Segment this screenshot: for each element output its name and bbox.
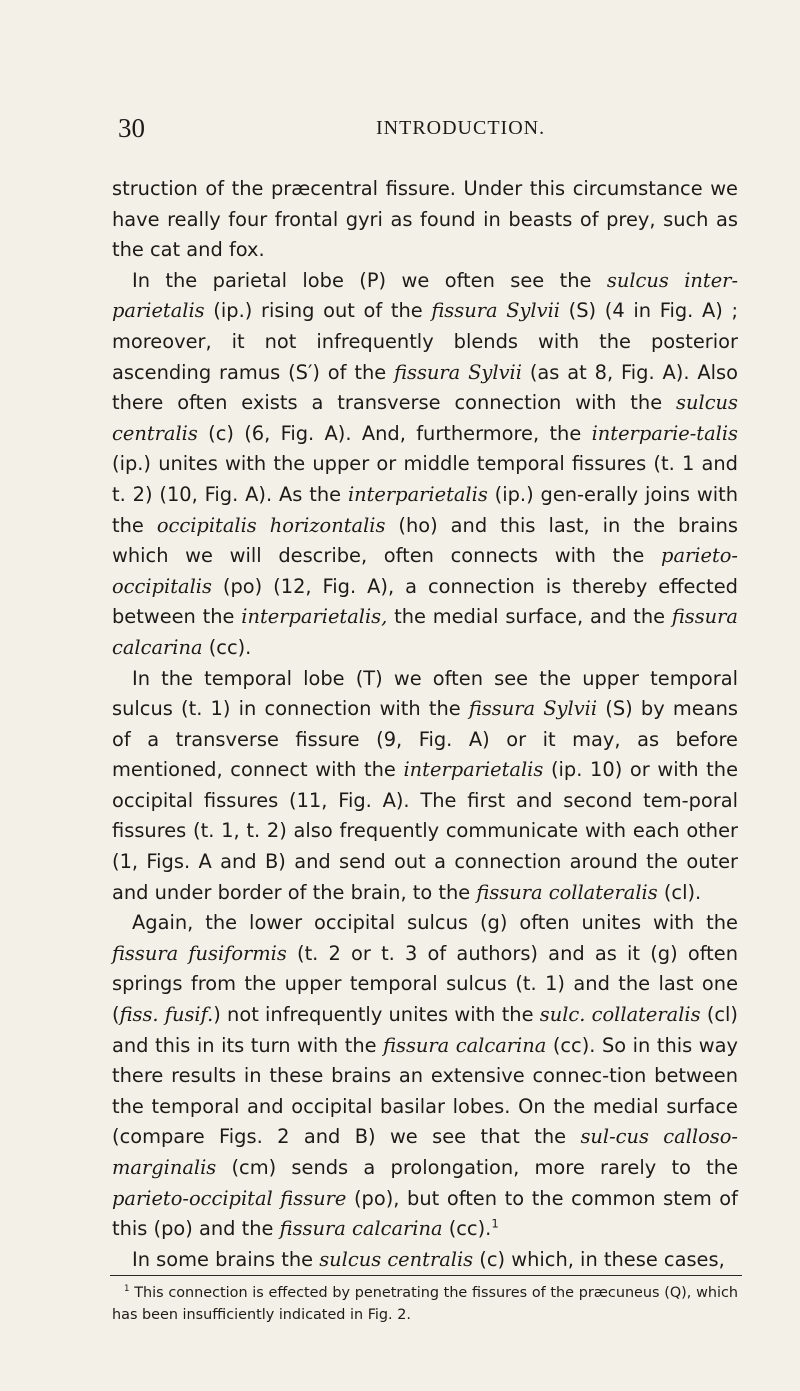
text-run: In the parietal lobe (P) we often see the — [132, 268, 607, 292]
text-run: struction of the præcentral fissure. Under this circumstance we have really four frontal gyri as found in beasts of prey, such as the cat and fox. — [112, 177, 738, 262]
italic-term: sulcus centralis — [319, 1247, 474, 1271]
text-run: (t. 2 or t. 3 of authors) and as it (g) often springs from the upper temporal sulcus (t. 1) and the last one ( — [112, 941, 738, 1027]
paragraph — [112, 664, 738, 909]
text-run: (S) by means of a transverse fissure (9, Fig. A) or it may, as before mentioned, connect with the — [112, 697, 738, 782]
italic-term: fissura calcarina — [112, 605, 738, 659]
text-run: (ip.) rising out of the — [204, 299, 432, 323]
text-run: (cl) and this in its turn with the — [112, 1003, 738, 1057]
italic-term: sul-cus calloso-marginalis — [112, 1125, 738, 1179]
text-run: (ip.) unites with the upper or middle temporal fissures (t. 1 and t. 2) (10, Fig. A). As the — [112, 452, 738, 506]
text-run: (cl). — [657, 880, 702, 904]
italic-term: fissura calcarina — [383, 1033, 547, 1057]
italic-term: sulcus centralis — [112, 391, 738, 445]
paragraph — [112, 1245, 738, 1276]
text-run: This connection is effected by penetrating the fissures of the præcuneus (Q), which has been insufficiently indicated in Fig. 2. — [112, 1285, 738, 1323]
paragraph — [112, 908, 738, 1245]
footnote-marker: 1 — [491, 1216, 499, 1231]
text-run: (ip. 10) or with the occipital fissures (11, Fig. A). The first and second tem-poral fissures (t. 1, t. 2) also frequently communicate with each other (1, Figs. A and B) and send out a connection around the outer and under border of the brain, to the — [112, 758, 739, 904]
italic-term: parieto-occipitalis — [112, 544, 738, 598]
italic-term: fissura fusiformis — [112, 941, 287, 965]
text-run: (c) (6, Fig. A). And, furthermore, the — [197, 421, 592, 445]
running-head: INTRODUCTION. — [376, 117, 546, 139]
text-run: (ho) and this last, in the brains which we will describe, often connects with the — [112, 513, 738, 568]
italic-term: parieto-occipital fissure — [112, 1186, 347, 1210]
italic-term: fissura collateralis — [476, 880, 658, 904]
body-text — [112, 174, 738, 1275]
text-run: the medial surface, and the — [387, 605, 672, 629]
text-run: In the temporal lobe (T) we often see the upper temporal sulcus (t. 1) in connection with the — [112, 666, 738, 721]
italic-term: fiss. fusif. — [119, 1003, 214, 1027]
text-run: (S) (4 in Fig. A) ; moreover, it not infrequently blends with the posterior ascending ramus (S′) of the — [112, 299, 739, 384]
text-run: (as at 8, Fig. A). Also there often exists a transverse connection with the — [112, 360, 739, 415]
italic-term: fissura Sylvii — [431, 299, 560, 323]
italic-term: interparietalis — [347, 482, 488, 506]
italic-term: occipitalis horizontalis — [156, 513, 386, 537]
page-number: 30 — [118, 113, 145, 143]
italic-term: sulc. collateralis — [539, 1003, 701, 1027]
italic-term: fissura calcarina — [279, 1217, 443, 1241]
text-run: (po) (12, Fig. A), a connection is thereby effected between the — [112, 574, 738, 629]
italic-term: fissura Sylvii — [394, 360, 522, 384]
italic-term: sulcus inter-parietalis — [112, 268, 738, 323]
text-run: (cc). — [442, 1217, 492, 1241]
text-run: Again, the lower occipital sulcus (g) often unites with the — [132, 911, 738, 935]
footnote-marker: 1 — [124, 1284, 130, 1295]
italic-term: interparietalis — [403, 758, 544, 782]
text-run: (ip.) gen-erally joins with the — [112, 482, 738, 537]
text-run: In some brains the — [132, 1247, 320, 1271]
footnote-rule — [110, 1275, 742, 1276]
footnote — [112, 1282, 738, 1326]
paragraph — [112, 174, 738, 266]
paragraph — [112, 266, 738, 664]
italic-term: interparie-talis — [591, 421, 738, 445]
text-run: (po), but often to the common stem of this (po) and the — [112, 1186, 738, 1241]
text-run: (c) which, in these cases, — [473, 1247, 725, 1271]
text-run: (cm) sends a prolongation, more rarely to the — [216, 1156, 738, 1179]
italic-term: fissura Sylvii — [468, 697, 598, 721]
text-run: ) not infrequently unites with the — [213, 1003, 540, 1027]
italic-term: interparietalis, — [241, 605, 388, 629]
page-header — [118, 113, 738, 153]
footnote-text — [112, 1282, 738, 1326]
text-run: (cc). So in this way there results in these brains an extensive connec-tion between the temporal and occipital basilar lobes. On the medial surface (compare Figs. 2 and B) we see that the — [112, 1033, 738, 1149]
text-run: (cc). — [202, 635, 252, 659]
